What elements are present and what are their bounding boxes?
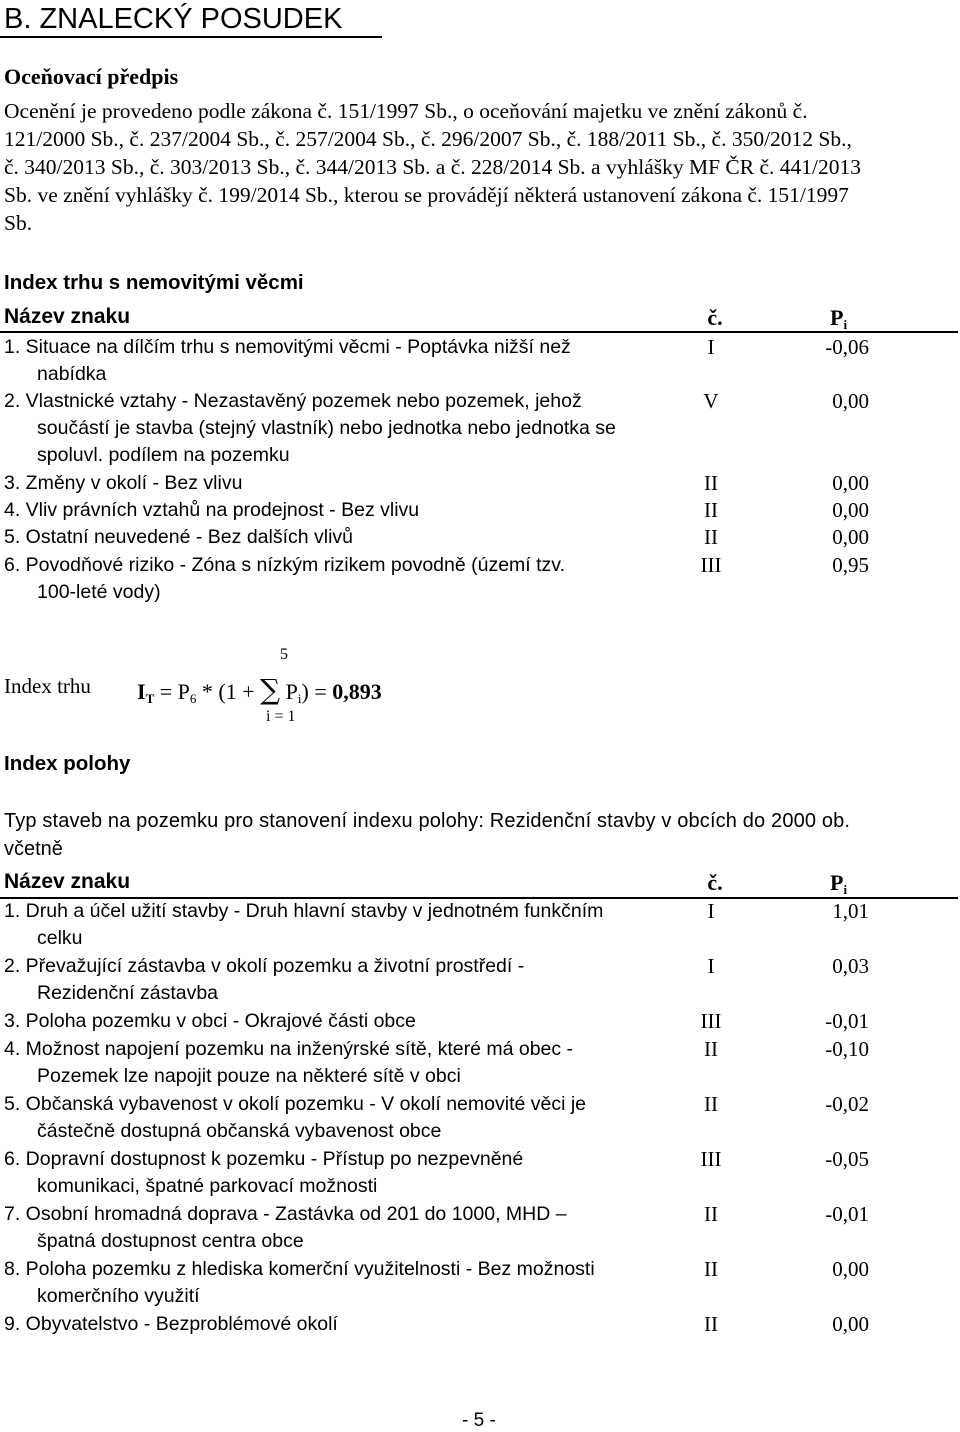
row-description-line: 9. Obyvatelstvo - Bezproblémové okolí <box>4 1312 338 1335</box>
row-description-line: komunikaci, špatné parkovací možnosti <box>37 1174 378 1197</box>
row-description-line: 1. Druh a účel užití stavby - Druh hlavní stavby v jednotném funkčním <box>4 900 604 922</box>
row-class-number: II <box>704 1036 718 1061</box>
row-class-number: I <box>707 899 715 923</box>
row-value: 1,01 <box>832 899 869 923</box>
row-value: -0,05 <box>825 1146 869 1171</box>
row-description <box>4 497 664 524</box>
row-class-number: III <box>700 1146 722 1171</box>
sigma-symbol: ∑ <box>260 673 281 706</box>
row-description <box>4 953 664 1007</box>
row-description-line: 1. Situace na dílčím trhu s nemovitými věcmi - Poptávka nižší než <box>4 336 571 358</box>
row-description-line: 4. Možnost napojení pozemku na inženýrské sítě, které má obec - <box>4 1037 574 1060</box>
row-description <box>4 334 664 388</box>
row-description-line: 6. Dopravní dostupnost k pozemku - Přístup po nezpevněné <box>4 1147 524 1170</box>
row-description-line: Pozemek lze napojit pouze na některé sítě v obci <box>37 1064 461 1087</box>
row-value: 0,00 <box>832 389 869 414</box>
row-description-line: 3. Poloha pozemku v obci - Okrajové části obce <box>4 1010 416 1032</box>
row-description-line: částečně dostupná občanská vybavenost obce <box>37 1119 442 1142</box>
formula-label: Index trhu <box>4 674 91 698</box>
row-value: 0,00 <box>832 471 869 495</box>
section-heading-location-index: Index polohy <box>4 752 131 775</box>
row-description-line: celku <box>37 927 83 949</box>
valuation-line: č. 340/2013 Sb., č. 303/2013 Sb., č. 344/2013 Sb. a č. 228/2014 Sb. a vyhlášky MF ČR č. 441/2013 <box>4 155 862 179</box>
row-description-line: 2. Vlastnické vztahy - Nezastavěný pozemek nebo pozemek, jehož <box>4 390 582 413</box>
row-description-line: špatná dostupnost centra obce <box>37 1229 304 1252</box>
row-value: 0,00 <box>832 1311 869 1336</box>
row-value: 0,00 <box>832 525 869 550</box>
row-description <box>4 898 664 952</box>
row-description-line: komerčního využití <box>37 1284 200 1307</box>
row-class-number: II <box>704 471 718 495</box>
row-description-line: spoluvl. podílem na pozemku <box>37 444 290 467</box>
row-description-line: Rezidenční zástavba <box>37 982 219 1004</box>
title-underline <box>0 36 382 38</box>
row-description <box>4 470 664 497</box>
row-description-line: 100-leté vody) <box>37 580 161 603</box>
row-value: 0,95 <box>832 552 869 577</box>
row-description-line: 7. Osobní hromadná doprava - Zastávka od 201 do 1000, MHD – <box>4 1202 567 1225</box>
column-header-p: $P_i$ <box>830 305 848 332</box>
row-description <box>4 1256 664 1310</box>
row-description <box>4 1311 664 1338</box>
market-index-formula: $I_T = P_6 * (1$ + ∑ $P_i) = 0,893$ <box>137 673 382 706</box>
row-value: -0,10 <box>825 1036 869 1061</box>
valuation-line: 121/2000 Sb., č. 237/2004 Sb., č. 257/2004 Sb., č. 296/2007 Sb., č. 188/2011 Sb., č. 350/2012 Sb., <box>4 127 852 151</box>
row-class-number: I <box>707 954 715 978</box>
row-description-line: součástí je stavba (stejný vlastník) nebo jednotka nebo jednotka se <box>37 417 616 440</box>
column-header-p: $P_i$ <box>830 870 848 897</box>
row-description <box>4 552 664 606</box>
market-index-result: 0,893 <box>332 679 382 704</box>
row-class-number: I <box>707 335 715 359</box>
row-description-line: 6. Povodňové riziko - Zóna s nízkým rizikem povodně (území tzv. <box>4 553 566 576</box>
row-value: 0,03 <box>832 954 869 978</box>
row-description-line: 4. Vliv právních vztahů na prodejnost - Bez vlivu <box>4 499 420 522</box>
row-value: -0,01 <box>825 1009 869 1033</box>
row-class-number: II <box>704 1311 718 1336</box>
page-number: - 5 - <box>462 1410 496 1431</box>
table-header-rule <box>0 331 958 333</box>
column-header-name: Název znaku <box>4 870 131 893</box>
row-description-line: 5. Občanská vybavenost v okolí pozemku - V okolí nemovité věci je <box>4 1092 587 1115</box>
row-description-line: 2. Převažující zástavba v okolí pozemku a životní prostředí - <box>4 955 525 977</box>
row-class-number: V <box>703 389 719 414</box>
section-heading-market-index: Index trhu s nemovitými věcmi <box>4 271 304 294</box>
row-description <box>4 1008 664 1035</box>
row-description <box>4 1146 664 1200</box>
column-header-name: Název znaku <box>4 305 131 328</box>
row-description <box>4 524 664 551</box>
row-class-number: II <box>704 498 718 523</box>
row-description-line: 3. Změny v okolí - Bez vlivu <box>4 472 243 494</box>
row-class-number: II <box>704 1091 718 1116</box>
row-description <box>4 388 664 469</box>
location-description-line: Typ staveb na pozemku pro stanovení indexu polohy: Rezidenční stavby v obcích do 2000 ob. <box>4 810 851 832</box>
row-class-number: II <box>704 1201 718 1226</box>
row-class-number: II <box>704 1256 718 1281</box>
row-description-line: 5. Ostatní neuvedené - Bez dalších vlivů <box>4 526 354 549</box>
sum-upper-bound: 5 <box>280 646 288 663</box>
valuation-line: Ocenění je provedeno podle zákona č. 151/1997 Sb., o oceňování majetku ve znění zákonů č. <box>4 99 808 123</box>
valuation-line: Sb. <box>4 211 33 235</box>
row-value: -0,01 <box>825 1201 869 1226</box>
row-description <box>4 1091 664 1145</box>
row-class-number: III <box>700 552 722 577</box>
row-class-number: III <box>700 1009 722 1033</box>
row-description-line: nabídka <box>37 363 107 385</box>
row-class-number: II <box>704 525 718 550</box>
column-header-number: č. <box>707 870 723 895</box>
row-value: 0,00 <box>832 1256 869 1281</box>
row-value: 0,00 <box>832 498 869 523</box>
row-description-line: 8. Poloha pozemku z hlediska komerční využitelnosti - Bez možnosti <box>4 1257 595 1280</box>
row-description <box>4 1201 664 1255</box>
column-header-number: č. <box>707 305 723 330</box>
row-value: -0,02 <box>825 1091 869 1116</box>
location-description-line: včetně <box>4 838 63 860</box>
valuation-line: Sb. ve znění vyhlášky č. 199/2014 Sb., kterou se provádějí některá ustanovení zákona č. 151/1997 <box>4 183 849 207</box>
sum-lower-bound: i = 1 <box>266 708 296 725</box>
document-title: B. ZNALECKÝ POSUDEK <box>4 3 343 35</box>
section-heading-valuation: Oceňovací předpis <box>4 64 179 89</box>
row-description <box>4 1036 664 1090</box>
row-value: -0,06 <box>825 335 869 359</box>
